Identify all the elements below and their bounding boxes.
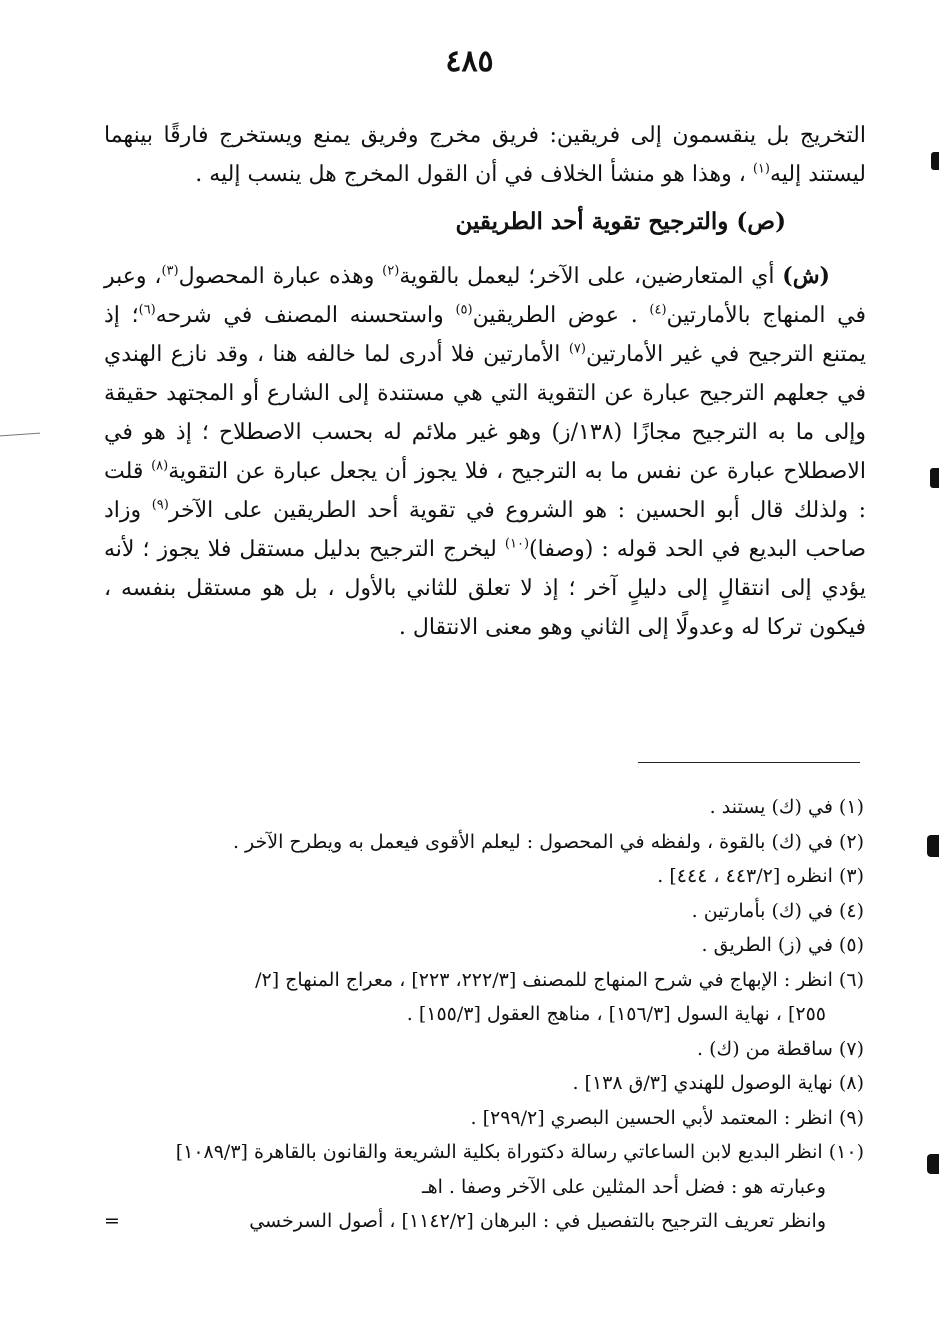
scan-binding-mark	[927, 835, 939, 857]
footnote-9: (٩) انظر : المعتمد لأبي الحسين البصري [٢٩٩/٢] .	[470, 1106, 864, 1129]
footnote-ref-9: (٩)	[151, 497, 169, 513]
footnote-8: (٨) نهاية الوصول للهندي [٣/ق ١٣٨] .	[572, 1072, 864, 1094]
footnote-3: (٣) انظره [٤٤٣/٢ ، ٤٤٤] .	[657, 865, 864, 887]
scan-binding-mark	[927, 1154, 939, 1174]
footnote-ref-2: (٢)	[382, 263, 400, 279]
intro-paragraph	[104, 116, 866, 194]
intro-line-2b: ، وهذا هو منشأ الخلاف في أن القول المخرج هل ينسب إليه .	[195, 162, 746, 187]
footnote-separator	[638, 762, 860, 763]
footnote-6: (٦) انظر : الإبهاج في شرح المنهاج للمصنف [٢٢٢/٣، ٢٢٣] ، معراج المنهاج [٢/	[255, 968, 864, 991]
sharh-paragraph	[104, 257, 866, 647]
sharh-part-8: قلت : ولذلك قال أبو الحسين : هو الشروع في تقوية أحد الطريقين على الآخر	[104, 459, 866, 523]
footnote-4: (٤) في (ك) بأمارتين .	[691, 899, 864, 922]
footnotes	[104, 790, 864, 1239]
page-number: ٤٨٥	[445, 44, 494, 79]
footnote-5: (٥) في (ز) الطريق .	[701, 934, 864, 956]
footnote-10: (١٠) انظر البديع لابن الساعاتي رسالة دكتوراة بكلية الشريعة والقانون بالقاهرة [١٠٨٩/٣]	[175, 1141, 864, 1163]
footnote-ref-8: (٨)	[151, 458, 169, 474]
footnote-10-continued-2-text: وانظر تعريف الترجيح بالتفصيل في : البرهان [١١٤٢/٢] ، أصول السرخسي	[249, 1210, 826, 1232]
sharh-part-9: وزاد صاحب البديع في الحد قوله : (وصفا)	[104, 498, 866, 562]
footnote-10-continued-1: وعبارته هو : فضل أحد المثلين على الآخر وصفا . اهـ	[422, 1175, 826, 1198]
scan-binding-mark	[930, 468, 939, 488]
sharh-part-3: ، وعبر في المنهاج بالأمارتين	[104, 264, 866, 328]
intro-line-2a: ليستند إليه	[769, 162, 866, 187]
matn-heading: (ص) والترجيح تقوية أحد الطريقين	[455, 208, 786, 235]
footnote-ref-5: (٥)	[455, 302, 473, 318]
scan-binding-mark	[931, 152, 939, 170]
footnote-1: (١) في (ك) يستند .	[709, 796, 864, 818]
scan-edge-smudge	[0, 433, 40, 437]
footnote-ref-7: (٧)	[568, 341, 586, 357]
sharh-part-5: واستحسنه المصنف في شرحه	[155, 303, 444, 328]
footnote-ref-6: (٦)	[138, 302, 156, 318]
footnote-ref-4: (٤)	[649, 302, 667, 318]
sharh-part-1: أي المتعارضين، على الآخر؛ ليعمل بالقوية	[399, 264, 775, 289]
intro-line-1: التخريج بل ينقسمون إلى فريقين: فريق مخرج وفريق يمنع ويستخرج فارقًا بينهما	[104, 123, 866, 148]
sharh-part-7: الأمارتين فلا أدرى لما خالفه هنا ، وقد نازع الهندي في جعلهم الترجيح عبارة عن التقوية التي هي مستندة إلى الشارع أو المجتهد حقيقة وإلى ما به الترجيح مجازًا (١٣٨/ز) وهو غير ملائم له بحسب الاصطلاح ؛ إذ هو في الاصطلاح عبارة عن نفس ما به الترجيح ، فلا يجوز أن يجعل عبارة عن التقوية	[104, 342, 867, 484]
footnote-6-continued: ٢٥٥] ، نهاية السول [١٥٦/٣] ، مناهج العقول [١٥٥/٣] .	[406, 1003, 826, 1025]
continuation-mark: =	[104, 1210, 120, 1232]
sharh-marker: (ش)	[782, 263, 830, 289]
sharh-part-10: ليخرج الترجيح بدليل مستقل فلا يجوز ؛ لأنه يؤدي إلى انتقالٍ إلى دليلٍ آخر ؛ إذ لا تعلق للثاني بالأول ، بل هو مستقل بنفسه ، فيكون تركا له وعدولًا إلى الثاني وهو معنى الانتقال .	[104, 537, 866, 640]
footnote-ref-3: (٣)	[161, 263, 179, 279]
footnote-7: (٧) ساقطة من (ك) .	[697, 1037, 864, 1060]
footnote-10-continued-2	[104, 1204, 864, 1239]
sharh-part-2: وهذه عبارة المحصول	[178, 264, 375, 289]
footnote-ref-10: (١٠)	[504, 536, 530, 552]
sharh-part-6: ؛ إذ يمتنع الترجيح في غير الأمارتين	[104, 303, 867, 367]
sharh-part-4: . عوض الطريقين	[472, 303, 638, 328]
footnote-2: (٢) في (ك) بالقوة ، ولفظه في المحصول : ليعلم الأقوى فيعمل به ويطرح الآخر .	[232, 830, 864, 853]
main-text	[104, 116, 866, 647]
footnote-ref-1: (١)	[752, 161, 770, 177]
